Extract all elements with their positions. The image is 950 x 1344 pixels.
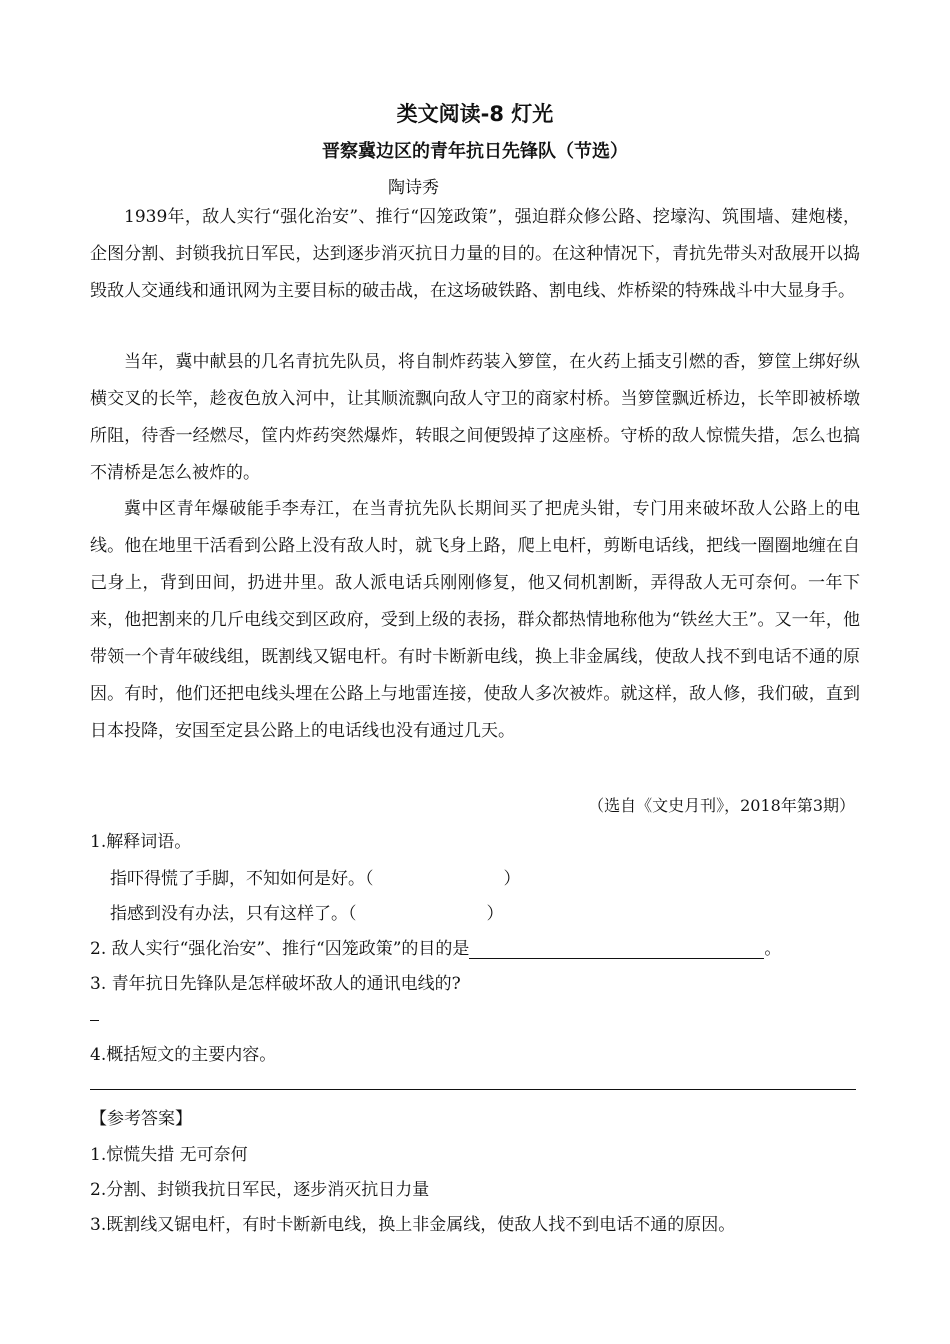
answer-2: 2.分割、封锁我抗日军民，逐步消灭抗日力量 [90, 1180, 430, 1200]
answer-3: 3.既割线又锯电杆，有时卡断新电线，换上非金属线，使敌人找不到电话不通的原因。 [90, 1215, 736, 1235]
document-title: 类文阅读-8 灯光 [396, 102, 554, 126]
article-title: 晋察冀边区的青年抗日先锋队（节选） [322, 141, 628, 162]
question-1b-text: 指感到没有办法，只有这样了。（ [110, 904, 357, 924]
paragraph-3: 冀中区青年爆破能手李寿江，在当青抗先队长期间买了把虎头钳，专门用来破坏敌人公路上的电线。他在地里干活看到公路上没有敌人时，就飞身上路，爬上电杆，剪断电话线，把线一圈圈地缠在自己身上，背到田间，扔进井里。敌人派电话兵刚刚修复，他又伺机割断，弄得敌人无可奈何。一年下来，他把割来的几斤电线交到区政府，受到上级的表扬，群众都热情地称他为“铁丝大王”。又一年，他带领一个青年破线组，既割线又锯电杆。有时卡断新电线，换上非金属线，使敌人找不到电话不通的原因。有时，他们还把电线头埋在公路上与地雷连接，使敌人多次被炸。就这样，敌人修，我们破，直到日本投降，安国至定县公路上的电话线也没有通过几天。 [90, 499, 860, 741]
question-1: 1.解释词语。 [90, 832, 192, 852]
paragraph-2: 当年，冀中献县的几名青抗先队员，将自制炸药装入箩筐，在火药上插支引燃的香，箩筐上绑好纵横交叉的长竿，趁夜色放入河中，让其顺流飘向敌人守卫的商家村桥。当箩筐飘近桥边，长竿即被桥墩所阻，待香一经燃尽，筐内炸药突然爆炸，转眼之间便毁掉了这座桥。守桥的敌人惊慌失措，怎么也搞不清桥是怎么被炸的。 [90, 352, 860, 483]
question-3: 3. 青年抗日先锋队是怎样破坏敌人的通讯电线的? [90, 974, 461, 994]
question-2-end: 。 [764, 939, 782, 959]
question-2-text: 2. 敌人实行“强化治安”、推行“囚笼政策”的目的是 [90, 939, 470, 959]
source-citation: （选自《文史月刊》，2018年第3期） [588, 796, 855, 815]
question-1b [110, 899, 504, 924]
answer-underline[interactable] [469, 939, 764, 959]
paragraph-1: 1939年，敌人实行“强化治安”、推行“囚笼政策”，强迫群众修公路、挖壕沟、筑围墙、建炮楼，企图分割、封锁我抗日军民，达到逐步消灭抗日力量的目的。在这种情况下，青抗先带头对敌展开以捣毁敌人交通线和通讯网为主要目标的破击战，在这场破铁路、割电线、炸桥梁的特殊战斗中大显身手。 [90, 207, 860, 301]
question-2 [90, 934, 781, 959]
question-1a-close: ） [503, 869, 521, 889]
divider [90, 1089, 856, 1090]
author: 陶诗秀 [388, 178, 439, 198]
answer-1: 1.惊慌失措 无可奈何 [90, 1145, 248, 1165]
question-1a-text: 指吓得慌了手脚，不知如何是好。（ [110, 869, 374, 889]
answers-header: 【参考答案】 [90, 1109, 192, 1129]
answer-line-short [90, 1020, 99, 1021]
question-4: 4.概括短文的主要内容。 [90, 1045, 277, 1065]
question-1a [110, 864, 521, 889]
question-1b-close: ） [486, 904, 504, 924]
